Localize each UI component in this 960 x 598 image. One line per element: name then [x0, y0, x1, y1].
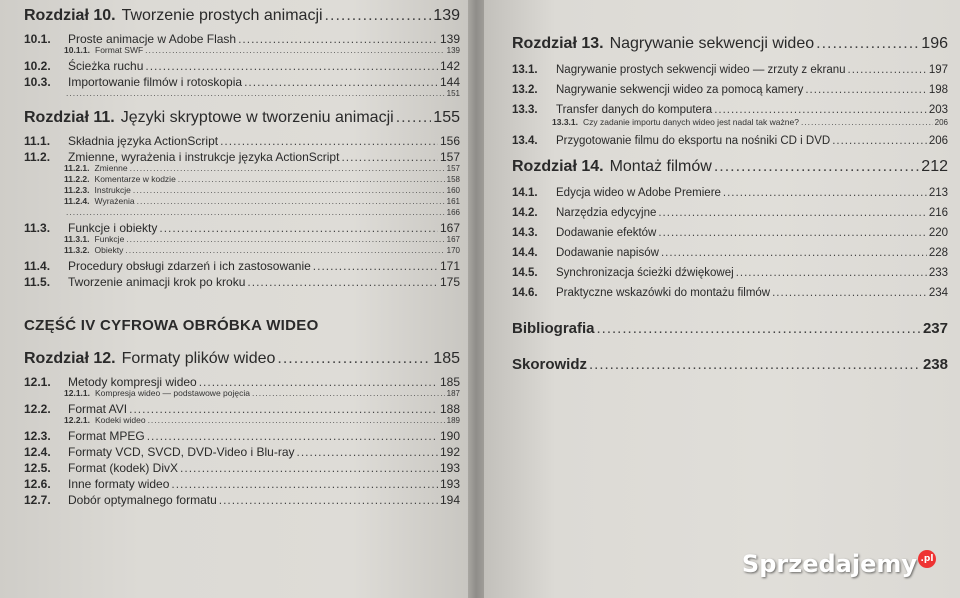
- toc-chapter[interactable]: [24, 351, 460, 373]
- toc-number: 13.3.1.: [552, 117, 578, 127]
- toc-title: Wyrażenia: [94, 196, 135, 206]
- toc-leader: [199, 376, 438, 388]
- toc-page-number: 237: [922, 320, 948, 337]
- toc-leader: [325, 8, 432, 24]
- toc-title: Transfer danych do komputera: [556, 104, 713, 116]
- toc-number: 11.2.4.: [64, 196, 90, 206]
- toc-title: Synchronizacja ścieżki dźwiękowej: [556, 267, 734, 279]
- toc-page-number: 197: [928, 64, 948, 76]
- toc-section[interactable]: [512, 268, 948, 281]
- toc-title: Funkcje i obiekty: [68, 221, 158, 235]
- toc-number: 11.2.: [24, 150, 51, 164]
- toc-section[interactable]: [24, 478, 460, 491]
- toc-section[interactable]: [24, 60, 460, 73]
- toc-page-number: 193: [439, 461, 460, 475]
- toc-leader: [129, 403, 438, 415]
- toc-number: 13.2.: [512, 84, 538, 96]
- toc-section[interactable]: [24, 135, 460, 148]
- toc-leader: [816, 36, 919, 52]
- toc-leader: [130, 164, 445, 173]
- toc-page-number: 193: [439, 477, 460, 491]
- toc-page-number: 155: [433, 109, 460, 126]
- toc-title: Instrukcje: [94, 185, 131, 195]
- toc-number: 11.2.2.: [64, 174, 90, 184]
- toc-title: Przygotowanie filmu do eksportu na nośniki CD i DVD: [556, 135, 831, 147]
- toc-page-number: 234: [928, 287, 948, 299]
- toc-number: 14.1.: [512, 187, 538, 199]
- toc-section[interactable]: [24, 430, 460, 443]
- right-page: [484, 0, 960, 598]
- toc-leader: [137, 197, 445, 206]
- toc-number: Rozdział 13.: [512, 35, 604, 52]
- toc-subsection[interactable]: [24, 197, 460, 208]
- toc-number: 14.2.: [512, 207, 538, 219]
- toc-page-number: 212: [921, 158, 948, 175]
- toc-title: Zmienne: [94, 163, 128, 173]
- toc-section[interactable]: [512, 228, 948, 241]
- toc-number: 12.2.1.: [64, 415, 90, 425]
- toc-leader: [396, 110, 432, 126]
- toc-title: Kompresja wideo — podstawowe pojęcia: [95, 388, 250, 398]
- toc-leader: [133, 186, 445, 195]
- toc-title: Tworzenie prostych animacji: [121, 7, 323, 24]
- toc-number: 12.1.: [24, 375, 51, 389]
- toc-page-number: 156: [439, 134, 460, 148]
- toc-title: Inne formaty wideo: [68, 477, 170, 491]
- toc-leader: [661, 248, 927, 260]
- toc-number: 12.2.: [24, 402, 51, 416]
- left-page: [0, 0, 470, 598]
- toc-leader: [589, 357, 921, 372]
- toc-page-number: 151: [446, 89, 460, 98]
- toc-page-number: 167: [446, 235, 460, 244]
- toc-number: 10.1.: [24, 32, 51, 46]
- toc-title: Format SWF: [95, 45, 144, 55]
- toc-page-number: 203: [928, 104, 948, 116]
- toc-leader: [147, 430, 438, 442]
- toc-title: Procedury obsługi zdarzeń i ich zastosowanie: [68, 259, 311, 273]
- toc-number: 12.1.1.: [64, 388, 90, 398]
- toc-number: 14.6.: [512, 287, 538, 299]
- toc-page-number: 233: [928, 267, 948, 279]
- toc-leader: [736, 268, 927, 280]
- toc-leader: [597, 321, 921, 336]
- toc-page-number: 238: [922, 356, 948, 373]
- toc-leader: [66, 208, 445, 217]
- toc-title: Nagrywanie sekwencji wideo: [609, 35, 815, 52]
- toc-title: Format AVI: [68, 402, 128, 416]
- toc-leader: [159, 222, 438, 234]
- toc-section[interactable]: [24, 76, 460, 89]
- toc-title: Składnia języka ActionScript: [68, 134, 219, 148]
- toc-section[interactable]: [512, 188, 948, 201]
- toc-number: 11.2.3.: [64, 185, 90, 195]
- toc-section[interactable]: [512, 248, 948, 261]
- toc-title: Skorowidz: [512, 356, 588, 373]
- toc-title: Formaty VCD, SVCD, DVD-Video i Blu-ray: [68, 445, 295, 459]
- toc-page-number: 158: [446, 175, 460, 184]
- toc-section[interactable]: [24, 462, 460, 475]
- toc-leader: [658, 208, 926, 220]
- toc-page-number: 185: [439, 375, 460, 389]
- toc-leader: [171, 478, 438, 490]
- toc-leader: [180, 462, 438, 474]
- toc-title: Tworzenie animacji krok po kroku: [68, 275, 246, 289]
- toc-page-number: 220: [928, 227, 948, 239]
- toc-page-number: 171: [439, 259, 460, 273]
- toc-title: Funkcje: [94, 234, 125, 244]
- toc-section[interactable]: [24, 276, 460, 289]
- toc-title: Praktyczne wskazówki do montażu filmów: [556, 287, 771, 299]
- toc-section[interactable]: [512, 85, 948, 98]
- toc-number: 10.3.: [24, 75, 51, 89]
- toc-title: Dodawanie napisów: [556, 247, 659, 259]
- toc-page-number: 139: [439, 32, 460, 46]
- toc-subsection[interactable]: [512, 118, 948, 129]
- toc-leader: [252, 389, 445, 398]
- toc-chapter[interactable]: [512, 36, 948, 58]
- toc-page-number: 139: [446, 46, 460, 55]
- toc-number: 13.4.: [512, 135, 538, 147]
- toc-title: Edycja wideo w Adobe Premiere: [556, 187, 721, 199]
- toc-leader: [723, 188, 927, 200]
- toc-leader: [313, 260, 438, 272]
- toc-title: Format MPEG: [68, 429, 145, 443]
- toc-page-number: 161: [446, 197, 460, 206]
- toc-title: Montaż filmów: [609, 158, 712, 175]
- toc-chapter[interactable]: [512, 159, 948, 181]
- toc-leader: [247, 276, 438, 288]
- toc-number: Rozdział 10.: [24, 7, 116, 24]
- toc-title: Narzędzia edycyjne: [556, 207, 657, 219]
- toc-leader: [219, 494, 438, 506]
- toc-number: 14.3.: [512, 227, 538, 239]
- toc-leader: [714, 159, 919, 175]
- toc-title: Obiekty: [94, 245, 124, 255]
- toc-number: 10.1.1.: [64, 45, 90, 55]
- toc-title: Formaty plików wideo: [121, 350, 276, 367]
- toc-title: Czy zadanie importu danych wideo jest nadal tak ważne?: [583, 117, 799, 127]
- toc-title: Języki skryptowe w tworzeniu animacji: [120, 109, 394, 126]
- toc-section[interactable]: [512, 65, 948, 78]
- watermark-logo: [742, 550, 936, 578]
- toc-leader: [244, 76, 438, 88]
- toc-subsection[interactable]: [24, 89, 460, 100]
- toc-title: Komentarze w kodzie: [94, 174, 176, 184]
- toc-leader: [125, 246, 444, 255]
- toc-leader: [714, 105, 927, 117]
- toc-section[interactable]: [512, 208, 948, 221]
- toc-title: Ścieżka ruchu: [68, 59, 144, 73]
- toc-page-number: 198: [928, 84, 948, 96]
- toc-page-number: 196: [921, 35, 948, 52]
- toc-backmatter[interactable]: [512, 321, 948, 343]
- toc-title: Zmienne, wyrażenia i instrukcje języka ActionScript: [68, 150, 340, 164]
- toc-page-number: 144: [439, 75, 460, 89]
- toc-number: 11.3.1.: [64, 234, 90, 244]
- toc-leader: [848, 65, 927, 77]
- toc-leader: [801, 118, 933, 127]
- toc-number: Rozdział 12.: [24, 350, 116, 367]
- toc-leader: [658, 228, 926, 240]
- toc-number: 13.3.: [512, 104, 538, 116]
- toc-title: Bibliografia: [512, 320, 595, 337]
- toc-page-number: 192: [439, 445, 460, 459]
- toc-section[interactable]: [512, 288, 948, 301]
- toc-page-number: 157: [446, 164, 460, 173]
- toc-subsection[interactable]: [24, 246, 460, 257]
- toc-page-number: 175: [439, 275, 460, 289]
- toc-chapter[interactable]: [24, 8, 460, 30]
- toc-leader: [220, 135, 438, 147]
- toc-page-number: 228: [928, 247, 948, 259]
- toc-leader: [148, 416, 445, 425]
- toc-page-number: 213: [928, 187, 948, 199]
- toc-number: 11.3.: [24, 221, 51, 235]
- toc-number: Rozdział 14.: [512, 158, 604, 175]
- toc-leader: [772, 288, 927, 300]
- toc-page-number: 206: [928, 135, 948, 147]
- toc-page-number: 157: [439, 150, 460, 164]
- toc-leader: [238, 33, 438, 45]
- toc-leader: [145, 46, 444, 55]
- toc-number: 12.7.: [24, 493, 51, 507]
- toc-page-number: 187: [446, 389, 460, 398]
- toc-title: Importowanie filmów i rotoskopia: [68, 75, 243, 89]
- toc-leader: [341, 151, 438, 163]
- toc-title: Dobór optymalnego formatu: [68, 493, 217, 507]
- toc-page-number: 206: [934, 118, 948, 127]
- toc-page-number: 190: [439, 429, 460, 443]
- toc-number: 14.5.: [512, 267, 538, 279]
- toc-number: 12.3.: [24, 429, 51, 443]
- toc-number: 13.1.: [512, 64, 538, 76]
- toc-number: 12.4.: [24, 445, 51, 459]
- toc-section[interactable]: [512, 136, 948, 149]
- toc-title: Nagrywanie sekwencji wideo za pomocą kamery: [556, 84, 804, 96]
- toc-title: Proste animacje w Adobe Flash: [68, 32, 237, 46]
- toc-title: Dodawanie efektów: [556, 227, 657, 239]
- toc-leader: [178, 175, 445, 184]
- toc-number: Rozdział 11.: [24, 109, 115, 126]
- toc-leader: [832, 136, 927, 148]
- toc-number: 12.5.: [24, 461, 51, 475]
- toc-page-number: 139: [433, 7, 460, 24]
- toc-page-number: 185: [433, 350, 460, 367]
- toc-title: Kodeki wideo: [95, 415, 146, 425]
- toc-page-number: 189: [446, 416, 460, 425]
- toc-section[interactable]: [24, 446, 460, 459]
- toc-number: 11.2.1.: [64, 163, 90, 173]
- toc-page-number: 170: [446, 246, 460, 255]
- watermark-badge: .pl: [918, 550, 936, 568]
- toc-leader: [126, 235, 444, 244]
- toc-page-number: 160: [446, 186, 460, 195]
- toc-number: 11.5.: [24, 275, 51, 289]
- toc-number: 12.6.: [24, 477, 51, 491]
- toc-number: 11.1.: [24, 134, 51, 148]
- toc-section[interactable]: [24, 260, 460, 273]
- toc-page-number: 166: [446, 208, 460, 217]
- toc-title: Nagrywanie prostych sekwencji wideo — zrzuty z ekranu: [556, 64, 846, 76]
- toc-subsection[interactable]: [24, 416, 460, 427]
- toc-chapter[interactable]: [24, 110, 460, 132]
- part-heading: CZĘŚĆ IV CYFROWA OBRÓBKA WIDEO: [24, 317, 319, 334]
- toc-section[interactable]: [24, 494, 460, 507]
- watermark-text: Sprzedajemy: [741, 550, 917, 578]
- toc-number: 14.4.: [512, 247, 538, 259]
- toc-page-number: 216: [928, 207, 948, 219]
- toc-number: 11.4.: [24, 259, 51, 273]
- toc-page-number: 142: [439, 59, 460, 73]
- toc-title: Metody kompresji wideo: [68, 375, 197, 389]
- toc-number: 11.3.2.: [64, 245, 90, 255]
- toc-page-number: 167: [439, 221, 460, 235]
- toc-leader: [145, 60, 438, 72]
- toc-page-number: 188: [439, 402, 460, 416]
- toc-subsection[interactable]: [24, 208, 460, 219]
- toc-title: Format (kodek) DivX: [68, 461, 179, 475]
- toc-number: 10.2.: [24, 59, 51, 73]
- toc-backmatter[interactable]: [512, 357, 948, 379]
- toc-leader: [277, 351, 431, 367]
- toc-leader: [297, 446, 438, 458]
- toc-leader: [805, 85, 926, 97]
- toc-leader: [66, 89, 445, 98]
- toc-subsection[interactable]: [24, 389, 460, 400]
- toc-page-number: 194: [439, 493, 460, 507]
- toc-subsection[interactable]: [24, 46, 460, 57]
